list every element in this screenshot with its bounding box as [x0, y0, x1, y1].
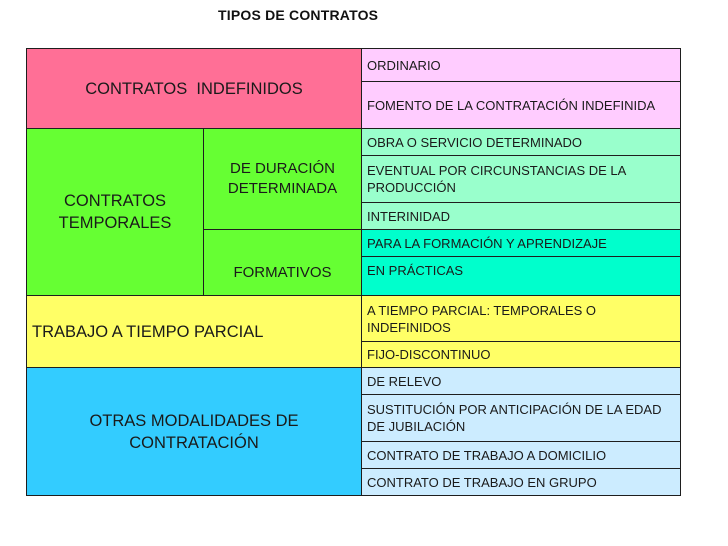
group-otras-label: OTRAS MODALIDADES DE CONTRATACIÓN	[89, 411, 299, 452]
item-label: SUSTITUCIÓN POR ANTICIPACIÓN DE LA EDAD DE JUBILACIÓN	[367, 402, 662, 434]
subgroup-formativos-label: FORMATIVOS	[233, 264, 332, 281]
item-ordinario	[361, 48, 681, 82]
item-practicas	[361, 256, 681, 296]
item-domicilio	[361, 441, 681, 469]
item-formacion	[361, 229, 681, 257]
subgroup-formativos	[203, 229, 362, 296]
item-label: CONTRATO DE TRABAJO EN GRUPO	[367, 474, 597, 490]
group-temporales-label: CONTRATOS TEMPORALES	[58, 192, 172, 232]
subgroup-determinada	[203, 128, 362, 230]
item-tiempo-parcial	[361, 295, 681, 342]
item-label: PARA LA FORMACIÓN Y APRENDIZAJE	[367, 235, 607, 251]
subgroup-determinada-label: DE DURACIÓN DETERMINADA	[227, 160, 338, 197]
item-label: OBRA O SERVICIO DETERMINADO	[367, 134, 583, 150]
item-eventual	[361, 155, 681, 203]
page-title: TIPOS DE CONTRATOS	[218, 7, 379, 23]
item-label: FOMENTO DE LA CONTRATACIÓN INDEFINIDA	[367, 97, 656, 113]
group-otras	[26, 367, 362, 496]
group-indefinidos	[26, 48, 362, 129]
item-fijo-discontinuo	[361, 341, 681, 368]
item-fomento	[361, 81, 681, 129]
item-grupo	[361, 468, 681, 496]
item-label: ORDINARIO	[367, 57, 441, 73]
item-label: EN PRÁCTICAS	[367, 263, 464, 278]
group-temporales	[26, 128, 204, 296]
item-label: INTERINIDAD	[367, 208, 451, 224]
item-interinidad	[361, 202, 681, 230]
item-label: CONTRATO DE TRABAJO A DOMICILIO	[367, 447, 607, 463]
item-obra	[361, 128, 681, 156]
item-label: A TIEMPO PARCIAL: TEMPORALES O INDEFINIDOS	[367, 302, 597, 335]
item-label: DE RELEVO	[367, 373, 442, 389]
group-indefinidos-label: CONTRATOS INDEFINIDOS	[85, 79, 303, 98]
item-relevo	[361, 367, 681, 395]
group-parcial	[26, 295, 362, 368]
item-sustitucion	[361, 394, 681, 442]
item-label: FIJO-DISCONTINUO	[367, 347, 491, 362]
item-label: EVENTUAL POR CIRCUNSTANCIAS DE LA PRODUCCIÓN	[367, 163, 626, 195]
group-parcial-label: TRABAJO A TIEMPO PARCIAL	[32, 322, 264, 341]
